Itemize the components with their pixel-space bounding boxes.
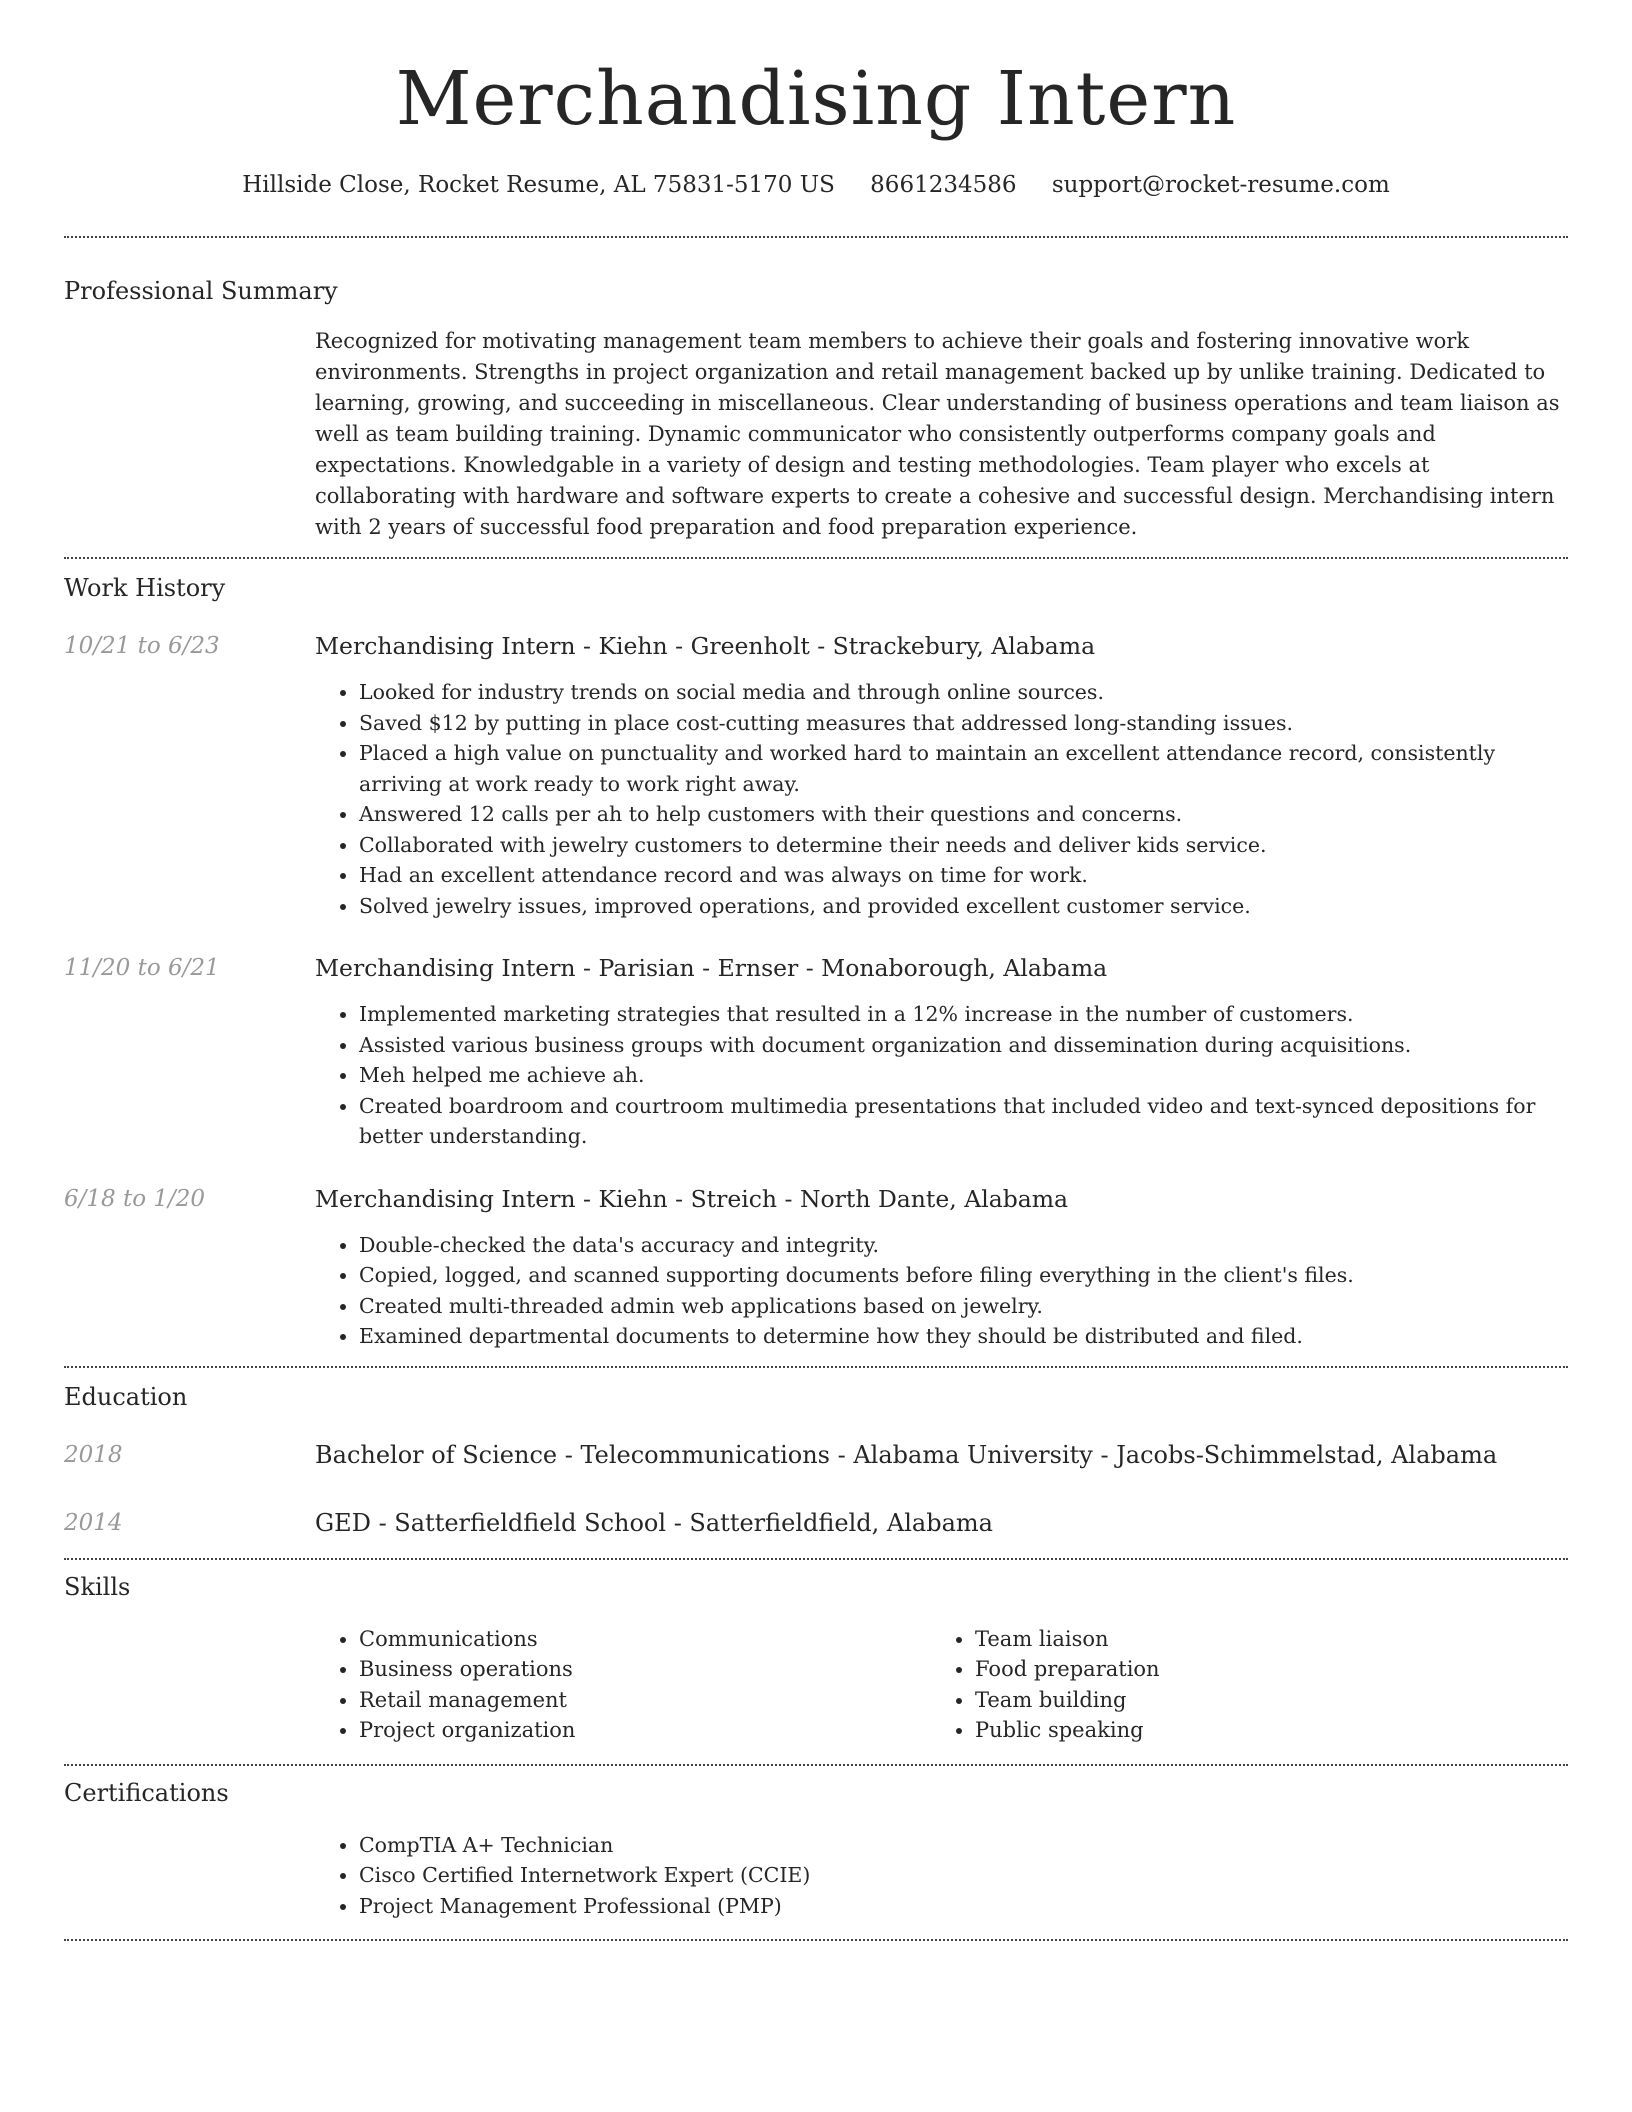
- summary-spacer: [64, 326, 315, 543]
- certifications-spacer: [64, 1830, 315, 1922]
- section-title-certifications: Certifications: [64, 1778, 229, 1807]
- list-item: • Retail management: [359, 1685, 931, 1716]
- job-bullets: [315, 677, 1568, 921]
- section-title-skills: Skills: [64, 1572, 131, 1601]
- job-bullets: [315, 999, 1568, 1152]
- summary-text: Recognized for motivating management team members to achieve their goals and fostering innovative work environments. Strengths in project organization and retail management backed up by unlike training. Dedicated to learning, growing, and succeeding in miscellaneous. Clear understanding of business operations and team liaison as well as team building training. Dynamic communicator who consistently outperforms company goals and expectations. Knowledgable in a variety of design and testing methodologies. Team player who excels at collaborating with hardware and software experts to create a cohesive and successful design. Merchandising intern with 2 years of successful food preparation and food preparation experience.: [315, 329, 1560, 539]
- education-year: 2014: [64, 1509, 123, 1536]
- list-item: • Created multi-threaded admin web applications based on jewelry.: [359, 1291, 1568, 1322]
- job-bullets: [315, 1230, 1568, 1352]
- list-item: • Looked for industry trends on social media and through online sources.: [359, 677, 1568, 708]
- summary-section: [64, 238, 1568, 543]
- list-item: • Created boardroom and courtroom multimedia presentations that included video and text-synced depositions for better understanding.: [359, 1091, 1568, 1152]
- certifications-section: [64, 1766, 1568, 1922]
- list-item: • Collaborated with jewelry customers to determine their needs and deliver kids service.: [359, 830, 1568, 861]
- list-item: • Team liaison: [975, 1624, 1547, 1655]
- job-dates: 6/18 to 1/20: [64, 1185, 206, 1212]
- education-entry: [64, 1506, 1568, 1540]
- work-history-section: [64, 559, 1568, 1352]
- job-entry: [64, 951, 1568, 1152]
- job-heading: Merchandising Intern - Kiehn - Greenholt - Strackebury, Alabama: [315, 632, 1096, 660]
- education-year: 2018: [64, 1441, 123, 1468]
- list-item: • Copied, logged, and scanned supporting documents before filing everything in the client's files.: [359, 1260, 1568, 1291]
- contact-email: support@rocket-resume.com: [1051, 172, 1390, 198]
- education-section: [64, 1368, 1568, 1540]
- list-item: • Had an excellent attendance record and was always on time for work.: [359, 860, 1568, 891]
- list-item: • Placed a high value on punctuality and worked hard to maintain an excellent attendance record, consistently arriving at work ready to work right away.: [359, 738, 1568, 799]
- skills-list-left: [315, 1624, 931, 1746]
- section-title-work-history: Work History: [64, 574, 226, 602]
- list-item: • Food preparation: [975, 1654, 1547, 1685]
- skills-section: [64, 1560, 1568, 1746]
- list-item: • Solved jewelry issues, improved operations, and provided excellent customer service.: [359, 891, 1568, 922]
- list-item: • Communications: [359, 1624, 931, 1655]
- list-item: • Answered 12 calls per ah to help customers with their questions and concerns.: [359, 799, 1568, 830]
- list-item: • Team building: [975, 1685, 1547, 1716]
- list-item: • Project organization: [359, 1715, 931, 1746]
- candidate-name: Merchandising Intern: [395, 56, 1237, 142]
- list-item: • Double-checked the data's accuracy and integrity.: [359, 1230, 1568, 1261]
- section-divider: [64, 1939, 1568, 1941]
- list-item: • CompTIA A+ Technician: [359, 1830, 1568, 1861]
- education-heading: Bachelor of Science - Telecommunications - Alabama University - Jacobs-Schimmelstad, Alabama: [315, 1440, 1498, 1469]
- list-item: • Examined departmental documents to determine how they should be distributed and filed.: [359, 1321, 1568, 1352]
- list-item: • Business operations: [359, 1654, 931, 1685]
- section-title-education: Education: [64, 1382, 188, 1411]
- list-item: • Implemented marketing strategies that resulted in a 12% increase in the number of customers.: [359, 999, 1568, 1030]
- job-dates: 11/20 to 6/21: [64, 955, 220, 981]
- job-entry: [64, 1182, 1568, 1352]
- list-item: • Saved $12 by putting in place cost-cutting measures that addressed long-standing issues.: [359, 708, 1568, 739]
- job-entry: [64, 629, 1568, 921]
- list-item: • Public speaking: [975, 1715, 1547, 1746]
- contact-phone: 8661234586: [870, 172, 1017, 198]
- skills-spacer: [64, 1624, 315, 1746]
- list-item: • Assisted various business groups with document organization and dissemination during acquisitions.: [359, 1030, 1568, 1061]
- job-heading: Merchandising Intern - Parisian - Ernser - Monaborough, Alabama: [315, 954, 1108, 982]
- contact-address: Hillside Close, Rocket Resume, AL 75831-5170 US: [242, 172, 835, 198]
- education-heading: GED - Satterfieldfield School - Satterfieldfield, Alabama: [315, 1508, 993, 1537]
- list-item: • Meh helped me achieve ah.: [359, 1060, 1568, 1091]
- skills-list-right: [931, 1624, 1547, 1746]
- education-entry: [64, 1438, 1568, 1472]
- job-heading: Merchandising Intern - Kiehn - Streich - North Dante, Alabama: [315, 1184, 1069, 1213]
- list-item: • Cisco Certified Internetwork Expert (CCIE): [359, 1860, 1568, 1891]
- contact-line: [64, 168, 1568, 202]
- job-dates: 10/21 to 6/23: [64, 633, 220, 659]
- list-item: • Project Management Professional (PMP): [359, 1891, 1568, 1922]
- certifications-list: [315, 1830, 1568, 1922]
- section-title-summary: Professional Summary: [64, 277, 338, 305]
